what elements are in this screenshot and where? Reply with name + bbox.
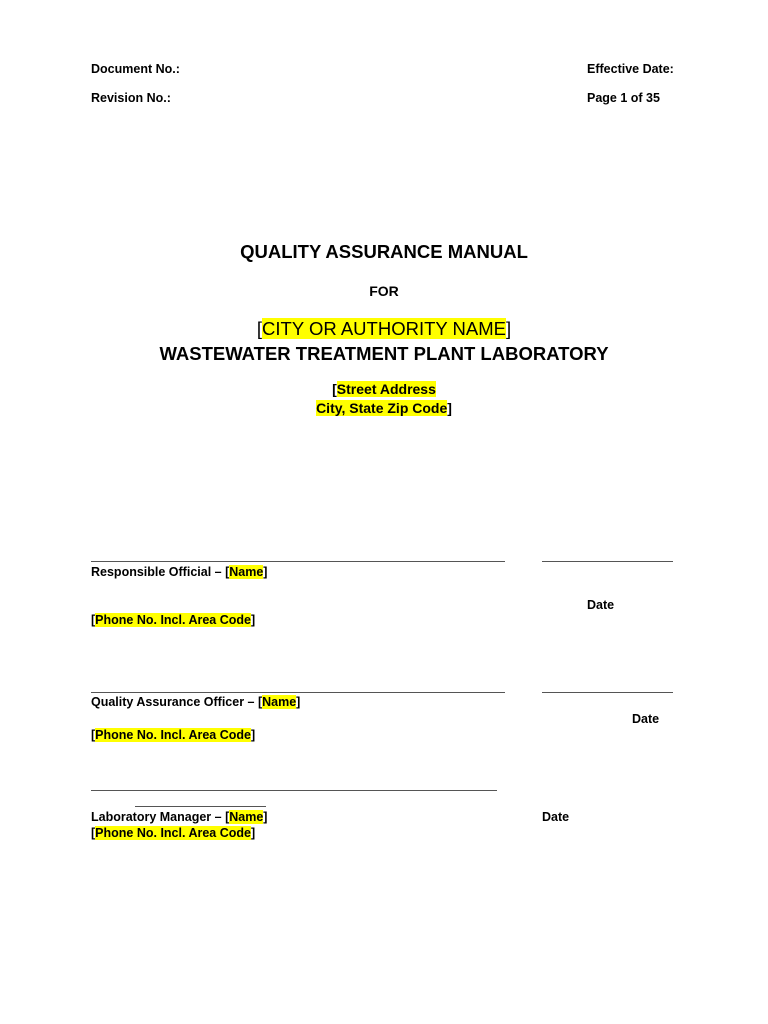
phone-line: [Phone No. Incl. Area Code] <box>91 613 256 627</box>
manual-title: QUALITY ASSURANCE MANUAL <box>240 241 528 262</box>
role-label: Laboratory Manager – [ <box>91 810 230 824</box>
name-placeholder: Name <box>229 810 264 824</box>
date-line-qa-officer <box>542 692 673 693</box>
phone-placeholder: Phone No. Incl. Area Code <box>95 826 251 840</box>
date-label: Date <box>587 598 615 612</box>
phone-placeholder: Phone No. Incl. Area Code <box>95 728 251 742</box>
date-label: Date <box>542 810 570 824</box>
for-label: FOR <box>369 283 399 299</box>
date-line-responsible-official <box>542 561 673 562</box>
date-label: Date <box>632 712 660 726</box>
phone-line: [Phone No. Incl. Area Code] <box>91 826 256 840</box>
bracket-open: [ <box>256 318 263 339</box>
signature-line-lab-manager <box>91 790 497 791</box>
signature-line-responsible-official <box>91 561 505 562</box>
date-line-lab-manager <box>135 806 266 807</box>
phone-placeholder: Phone No. Incl. Area Code <box>95 613 251 627</box>
lab-manager-label: Laboratory Manager – [Name] <box>91 810 268 824</box>
street-address-line: [Street Address <box>332 381 436 397</box>
street-address: Street Address <box>336 381 436 397</box>
qa-officer-label: Quality Assurance Officer – [Name] <box>91 695 301 709</box>
role-label: Quality Assurance Officer – [ <box>91 695 263 709</box>
city-authority-line <box>0 318 768 340</box>
effective-date-label: Effective Date: <box>587 62 674 76</box>
city-state-zip-line: City, State Zip Code] <box>316 400 452 416</box>
page-number: Page 1 of 35 <box>587 91 660 105</box>
bracket-close: ] <box>505 318 512 339</box>
name-placeholder: Name <box>262 695 297 709</box>
name-placeholder: Name <box>229 565 264 579</box>
document-no-label: Document No.: <box>91 62 180 76</box>
city-state-zip: City, State Zip Code <box>316 400 448 416</box>
responsible-official-label: Responsible Official – [Name] <box>91 565 268 579</box>
revision-no-label: Revision No.: <box>91 91 171 105</box>
phone-line: [Phone No. Incl. Area Code] <box>91 728 256 742</box>
role-label: Responsible Official – [ <box>91 565 230 579</box>
city-authority-name: CITY OR AUTHORITY NAME <box>262 318 506 339</box>
signature-line-qa-officer <box>91 692 505 693</box>
lab-name: WASTEWATER TREATMENT PLANT LABORATORY <box>159 343 609 364</box>
